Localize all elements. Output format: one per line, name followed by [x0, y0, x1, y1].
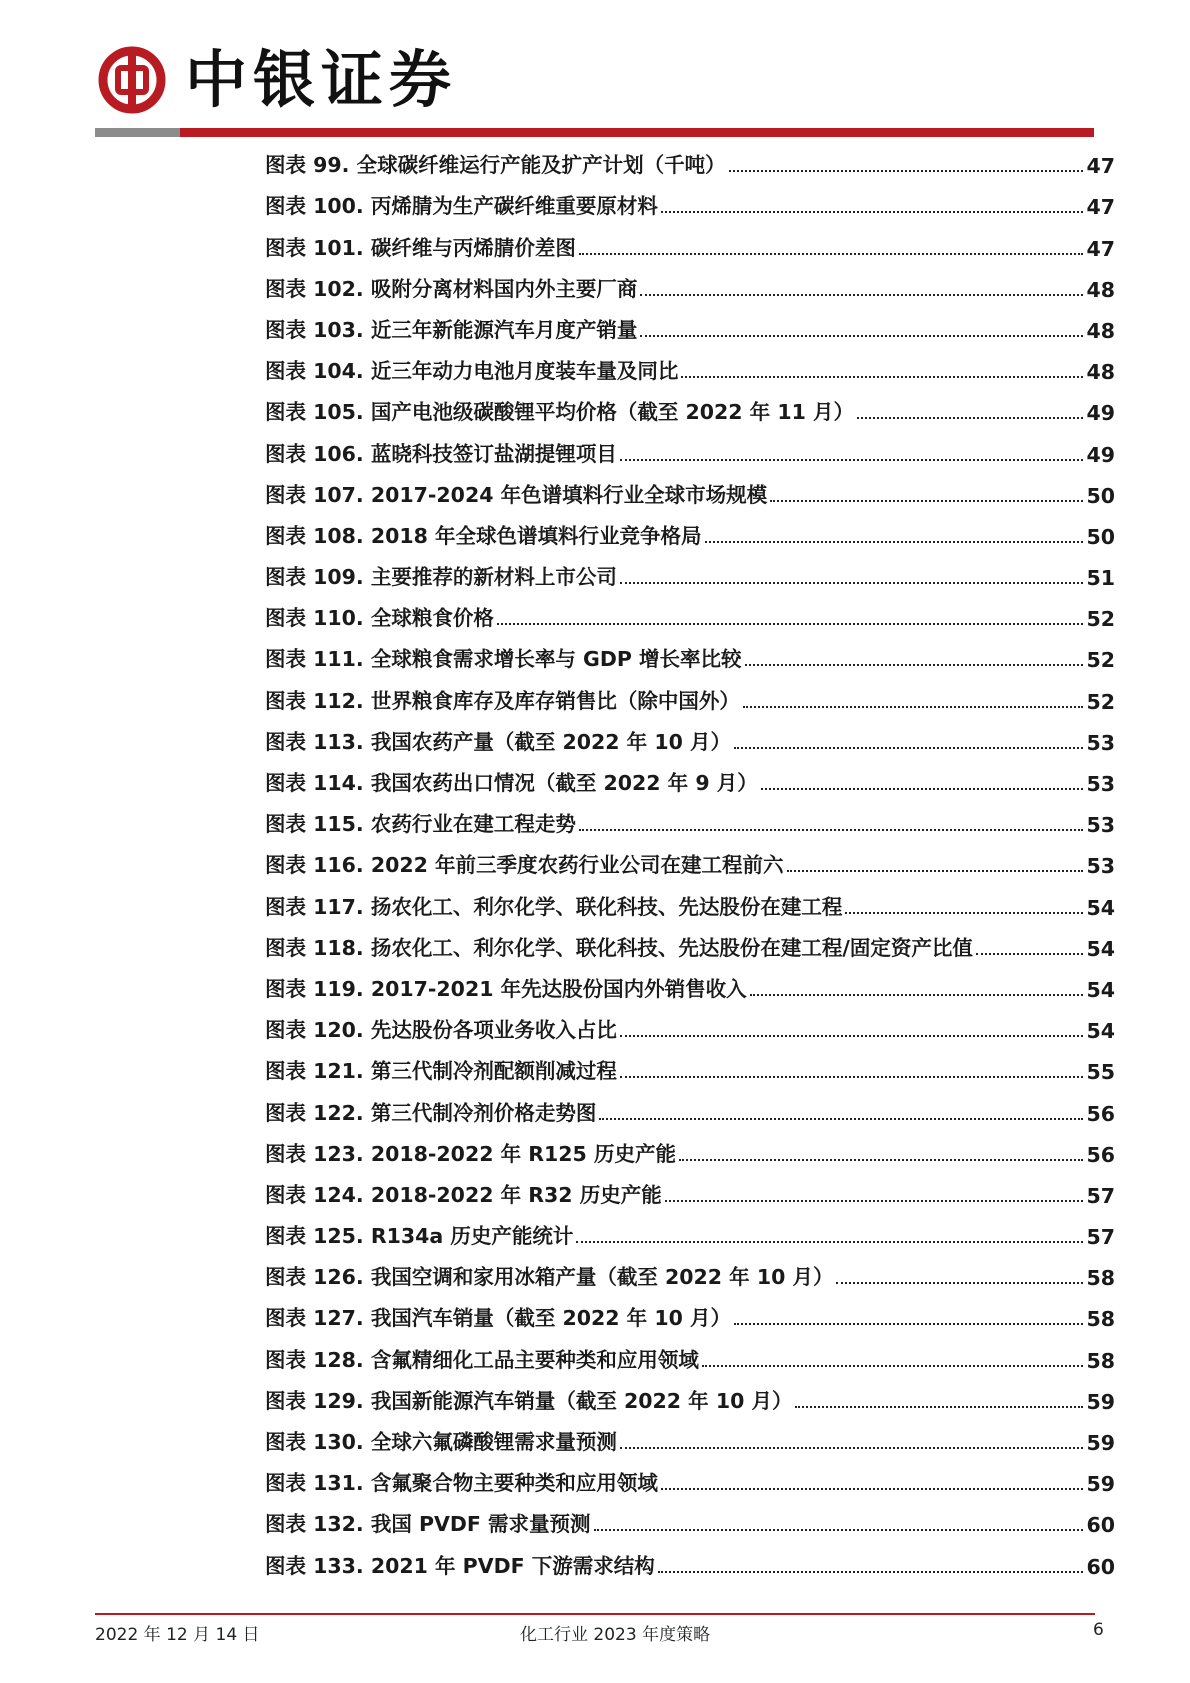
toc-leader-dots: [579, 829, 1084, 831]
toc-entry[interactable]: [265, 845, 1115, 886]
toc-leader-dots: [705, 541, 1084, 543]
toc-entry[interactable]: [265, 1010, 1115, 1051]
toc-leader-dots: [679, 1159, 1084, 1161]
toc-entry-title: 图表 127. 我国汽车销量（截至 2022 年 10 月）: [265, 1306, 731, 1331]
toc-entry-page: 54: [1086, 977, 1115, 1002]
toc-leader-dots: [681, 376, 1083, 378]
toc-entry-title: 图表 111. 全球粮食需求增长率与 GDP 增长率比较: [265, 647, 742, 672]
toc-entry-title: 图表 106. 蓝晓科技签订盐湖提锂项目: [265, 441, 617, 466]
toc-leader-dots: [787, 870, 1084, 872]
toc-entry-page: 48: [1086, 360, 1115, 385]
toc-entry-title: 图表 100. 丙烯腈为生产碳纤维重要原材料: [265, 194, 658, 219]
toc-entry-title: 图表 129. 我国新能源汽车销量（截至 2022 年 10 月）: [265, 1388, 793, 1413]
toc-entry-page: 56: [1086, 1101, 1115, 1126]
toc-entry[interactable]: [265, 722, 1115, 763]
toc-entry-title: 图表 126. 我国空调和家用冰箱产量（截至 2022 年 10 月）: [265, 1265, 834, 1290]
toc-entry-page: 47: [1086, 154, 1115, 179]
footer-report-title: 化工行业 2023 年度策略: [520, 1625, 711, 1645]
toc-entry-title: 图表 105. 国产电池级碳酸锂平均价格（截至 2022 年 11 月）: [265, 400, 854, 425]
toc-entry-title: 图表 115. 农药行业在建工程走势: [265, 812, 576, 837]
toc-entry-title: 图表 120. 先达股份各项业务收入占比: [265, 1018, 617, 1043]
toc-entry-page: 60: [1086, 1513, 1115, 1538]
brand-name: 中银证券: [185, 43, 458, 116]
toc-entry-page: 49: [1086, 401, 1115, 426]
footer-date: 2022 年 12 月 14 日: [95, 1625, 260, 1645]
toc-entry-title: 图表 104. 近三年动力电池月度装车量及同比: [265, 359, 679, 384]
toc-leader-dots: [640, 294, 1083, 296]
toc-entry-title: 图表 130. 全球六氟磷酸锂需求量预测: [265, 1430, 617, 1454]
toc-entry-title: 图表 125. R134a 历史产能统计: [265, 1224, 574, 1249]
toc-leader-dots: [976, 953, 1084, 955]
toc-entry-page: 52: [1086, 648, 1115, 673]
toc-entry-title: 图表 109. 主要推荐的新材料上市公司: [265, 565, 617, 590]
toc-entry[interactable]: [265, 1216, 1115, 1257]
toc-entry-title: 图表 101. 碳纤维与丙烯腈价差图: [265, 235, 576, 260]
toc-leader-dots: [836, 1282, 1083, 1284]
toc-entry[interactable]: [265, 1257, 1115, 1298]
toc-leader-dots: [750, 994, 1084, 996]
toc-entry-page: 59: [1086, 1472, 1115, 1497]
toc-entry-page: 47: [1086, 236, 1115, 261]
toc-leader-dots: [795, 1406, 1083, 1408]
toc-entry[interactable]: [265, 763, 1115, 804]
toc-entry-page: 59: [1086, 1431, 1115, 1455]
toc-entry[interactable]: [265, 227, 1115, 268]
toc-leader-dots: [620, 1035, 1084, 1037]
toc-entry-page: 52: [1086, 689, 1115, 714]
toc-entry-page: 53: [1086, 854, 1115, 879]
toc-entry[interactable]: [265, 1092, 1115, 1133]
toc-leader-dots: [661, 1488, 1084, 1490]
toc-entry[interactable]: [265, 1504, 1115, 1545]
page-header: [0, 0, 1190, 140]
toc-entry-title: 图表 113. 我国农药产量（截至 2022 年 10 月）: [265, 729, 731, 754]
toc-entry-page: 57: [1086, 1225, 1115, 1250]
toc-leader-dots: [620, 1076, 1084, 1078]
toc-leader-dots: [761, 788, 1084, 790]
toc-entry[interactable]: [265, 680, 1115, 721]
toc-entry[interactable]: [265, 1134, 1115, 1175]
toc-entry-title: 图表 116. 2022 年前三季度农药行业公司在建工程前六: [265, 853, 784, 878]
toc-entry-page: 54: [1086, 895, 1115, 920]
toc-entry[interactable]: [265, 639, 1115, 680]
header-red-bar: [180, 128, 1094, 137]
toc-entry[interactable]: [265, 433, 1115, 474]
toc-entry-page: 50: [1086, 524, 1115, 549]
toc-leader-dots: [729, 170, 1084, 172]
toc-leader-dots: [743, 706, 1084, 708]
toc-entry-title: 图表 133. 2021 年 PVDF 下游需求结构: [265, 1553, 655, 1578]
toc-entry-title: 图表 110. 全球粮食价格: [265, 606, 494, 631]
toc-entry-title: 图表 123. 2018-2022 年 R125 历史产能: [265, 1141, 676, 1166]
toc-entry-title: 图表 107. 2017-2024 年色谱填料行业全球市场规模: [265, 482, 768, 507]
toc-entry-page: 48: [1086, 318, 1115, 343]
toc-entry-page: 58: [1086, 1266, 1115, 1291]
toc-leader-dots: [640, 335, 1083, 337]
toc-entry-page: 57: [1086, 1183, 1115, 1208]
toc-entry-page: 54: [1086, 1019, 1115, 1044]
toc-leader-dots: [599, 1118, 1083, 1120]
toc-entry-page: 60: [1086, 1554, 1115, 1579]
toc-entry-title: 图表 112. 世界粮食库存及库存销售比（除中国外）: [265, 688, 740, 713]
toc-entry[interactable]: [265, 969, 1115, 1010]
toc-entry[interactable]: [265, 475, 1115, 516]
toc-entry[interactable]: [265, 1381, 1115, 1422]
toc-leader-dots: [576, 1241, 1083, 1243]
toc-leader-dots: [661, 211, 1084, 213]
toc-leader-dots: [745, 664, 1084, 666]
toc-entry-page: 59: [1086, 1389, 1115, 1414]
toc-leader-dots: [734, 1323, 1083, 1325]
toc-entry[interactable]: [265, 928, 1115, 969]
header-gray-bar: [95, 128, 180, 137]
toc-entry[interactable]: [265, 557, 1115, 598]
toc-entry-page: 49: [1086, 442, 1115, 467]
toc-entry[interactable]: [265, 145, 1115, 186]
toc-entry-page: 55: [1086, 1060, 1115, 1085]
toc-entry-title: 图表 108. 2018 年全球色谱填料行业竞争格局: [265, 523, 702, 548]
toc-leader-dots: [857, 417, 1083, 419]
toc-entry[interactable]: [265, 804, 1115, 845]
footer-page-number: 6: [1093, 1620, 1104, 1640]
toc-entry-title: 图表 118. 扬农化工、利尔化学、联化科技、先达股份在建工程/固定资产比值: [265, 935, 973, 960]
toc-entry-page: 51: [1086, 566, 1115, 591]
toc-entry-title: 图表 114. 我国农药出口情况（截至 2022 年 9 月）: [265, 771, 758, 795]
toc-leader-dots: [845, 912, 1083, 914]
toc-entry[interactable]: [265, 886, 1115, 927]
toc-entry-title: 图表 132. 我国 PVDF 需求量预测: [265, 1512, 591, 1537]
toc-entry[interactable]: [265, 186, 1115, 227]
toc-leader-dots: [579, 253, 1084, 255]
toc-entry[interactable]: [265, 1339, 1115, 1380]
toc-entry-page: 53: [1086, 772, 1115, 796]
toc-leader-dots: [702, 1365, 1084, 1367]
toc-entry[interactable]: [265, 310, 1115, 351]
toc-entry-title: 图表 131. 含氟聚合物主要种类和应用领域: [265, 1471, 658, 1496]
toc-entry-title: 图表 122. 第三代制冷剂价格走势图: [265, 1100, 597, 1125]
toc-entry[interactable]: [265, 598, 1115, 639]
toc-leader-dots: [620, 1447, 1084, 1449]
toc-entry-page: 53: [1086, 813, 1115, 838]
toc-entry-page: 47: [1086, 195, 1115, 220]
toc-entry-page: 54: [1086, 936, 1115, 961]
toc-entry[interactable]: [265, 351, 1115, 392]
toc-entry-page: 58: [1086, 1348, 1115, 1373]
toc-entry-page: 56: [1086, 1142, 1115, 1167]
toc-entry[interactable]: [265, 1463, 1115, 1504]
toc-entry-page: 52: [1086, 607, 1115, 632]
toc-entry[interactable]: [265, 1422, 1115, 1463]
toc-leader-dots: [734, 747, 1083, 749]
toc-entry[interactable]: [265, 1298, 1115, 1339]
toc-entry[interactable]: [265, 1175, 1115, 1216]
toc-entry-title: 图表 124. 2018-2022 年 R32 历史产能: [265, 1182, 662, 1207]
footer-divider: [95, 1613, 1095, 1615]
toc-entry[interactable]: [265, 516, 1115, 557]
toc-entry-title: 图表 117. 扬农化工、利尔化学、联化科技、先达股份在建工程: [265, 894, 843, 919]
toc-leader-dots: [594, 1529, 1084, 1531]
toc-leader-dots: [658, 1571, 1084, 1573]
toc-entry-page: 53: [1086, 730, 1115, 755]
toc-leader-dots: [620, 582, 1084, 584]
toc-entry-title: 图表 119. 2017-2021 年先达股份国内外销售收入: [265, 976, 747, 1001]
toc-entry[interactable]: [265, 269, 1115, 310]
toc-entry-page: 58: [1086, 1307, 1115, 1332]
toc-entry-title: 图表 102. 吸附分离材料国内外主要厂商: [265, 276, 638, 301]
toc-entry-page: 48: [1086, 277, 1115, 302]
bank-of-china-logo-icon: [98, 46, 166, 114]
toc-entry[interactable]: [265, 392, 1115, 433]
toc-entry-title: 图表 103. 近三年新能源汽车月度产销量: [265, 317, 638, 342]
toc-entry[interactable]: [265, 1545, 1115, 1586]
toc-entry-title: 图表 121. 第三代制冷剂配额削减过程: [265, 1059, 617, 1084]
toc-entry[interactable]: [265, 1051, 1115, 1092]
toc-leader-dots: [497, 623, 1084, 625]
toc-entry-page: 50: [1086, 483, 1115, 508]
toc-leader-dots: [770, 500, 1083, 502]
toc-leader-dots: [665, 1200, 1084, 1202]
table-of-figures: [265, 145, 1115, 1587]
toc-entry-title: 图表 128. 含氟精细化工品主要种类和应用领域: [265, 1347, 699, 1372]
toc-leader-dots: [620, 459, 1084, 461]
toc-entry-title: 图表 99. 全球碳纤维运行产能及扩产计划（千吨）: [265, 153, 726, 178]
